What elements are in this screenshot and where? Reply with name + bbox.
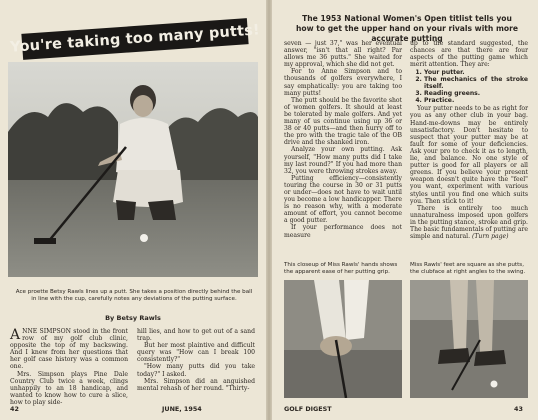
tip-item: 2. The mechanics of the stroke itself. (424, 76, 528, 90)
left-column-2 (137, 328, 255, 392)
paragraph: There is entirely too much unnaturalness imposed upon golfers in the putting stance, stroke and grip. The basic fundamentals of putting are simple and natural. (Turn page) (410, 204, 528, 241)
paragraph: Analyze your own putting. Ask yourself, "How many putts did I take my last round?" If you had more than 32, you were throwing strokes away. (284, 146, 402, 175)
golfer-crouching-illustration (8, 62, 258, 277)
paragraph: "How many putts did you take today?" I asked. (137, 363, 255, 378)
paragraph: The putt should be the favorite shot of women golfers. It should at least be tolerated by male golfers. And yet many of us continue using up 36 or 38 or 40 putts—and then hurry off to the pro with the tragic tale of the OB drive and the shanked iron. (284, 96, 403, 147)
title-text: You're taking too many putts! (9, 22, 261, 56)
title-banner (9, 18, 261, 60)
right-column-1 (284, 40, 402, 239)
magazine-name: GOLF DIGEST (284, 405, 332, 413)
tip-item: 4. Practice. (424, 97, 528, 104)
page-number: 43 (514, 405, 523, 413)
paragraph: ANNE SIMPSON stood in the front row of my golf club clinic, opposite the top of my backswing. And I knew from her questions that her golf case history was a common one. (10, 327, 128, 371)
byline: By Betsy Rawls (105, 314, 161, 322)
hands-grip-illustration (284, 280, 402, 398)
paragraph: Mrs. Simpson plays Pine Dale Country Club twice a week, clings unhappily to an 18 handicap, and wanted to know how to cure a slice, how to play side- (10, 370, 128, 406)
feet-stance-photo (410, 280, 528, 398)
paragraph: But her most plaintive and difficult query was "How can I break 100 consistently?" (137, 342, 255, 364)
paragraph: up to the standard suggested, the chances are that there are four aspects of the putting game which merit attention. They are: (410, 40, 528, 69)
photo-caption-right: Miss Rawls' feet are square as she putts, the clubface at right angles to the swing. (410, 262, 526, 275)
paragraph: For to Anne Simpson and to thousands of golfers everywhere, I say emphatically: you are taking too many putts! (284, 68, 402, 97)
photo-caption-left: This closeup of Miss Rawls' hands shows the apparent ease of her putting grip. (284, 262, 398, 275)
article-headline: The 1953 National Women's Open titlist tells you how to get the upper hand on your rivals with more accurate putting (295, 14, 519, 43)
issue-date: JUNE, 1954 (162, 405, 202, 413)
paragraph: If your performance does not measure (284, 224, 402, 239)
paragraph: Your putter needs to be as right for you as any other club in your bag. Hand-me-downs may be entirely unsatisfactory. Don't hesitate to suspect that your putter may be at fault for some of your deficiencies. Ask your pro to check it as to length, lie, and balance. No one style of putter is good for all players or all greens. If you believe your present weapon doesn't quite have the "feel" you want, experiment with various styles until you find one which suits you. Then stick to it! (410, 105, 528, 205)
right-page (272, 0, 538, 420)
paragraph: Putting efficiency—consistently touring the course in 30 or 31 putts or under—does not have to wait until you become a low handicapper. There is no reason why, with a moderate amount of effort, you cannot become a good putter. (284, 174, 402, 225)
continued-note: (Turn page) (471, 233, 509, 241)
left-column-1 (10, 328, 128, 406)
drop-cap: A (10, 327, 21, 343)
paragraph: Mrs. Simpson did an anguished mental rehash of her round. "Thirty- (137, 377, 255, 392)
page-number: 42 (10, 405, 19, 413)
right-column-2 (410, 40, 528, 240)
left-page (0, 0, 266, 420)
paragraph: seven — just 37," was her eventual answer, "isn't that all right? Par allows me 36 putts." She waited for my approval, which she did not get. (284, 40, 402, 69)
paragraph: hill lies, and how to get out of a sand trap. (137, 328, 255, 343)
tips-list (424, 69, 528, 104)
tip-item: 1. Your putter. (424, 69, 528, 76)
photo-caption: Ace proette Betsy Rawls lines up a putt. She takes a position directly behind the ball in line with the cup, carefully notes any deviations of the putting surface. (15, 289, 253, 302)
main-photo (8, 62, 258, 277)
feet-stance-illustration (410, 280, 528, 398)
tip-item: 3. Reading greens. (424, 90, 528, 97)
grip-closeup-photo (284, 280, 402, 398)
